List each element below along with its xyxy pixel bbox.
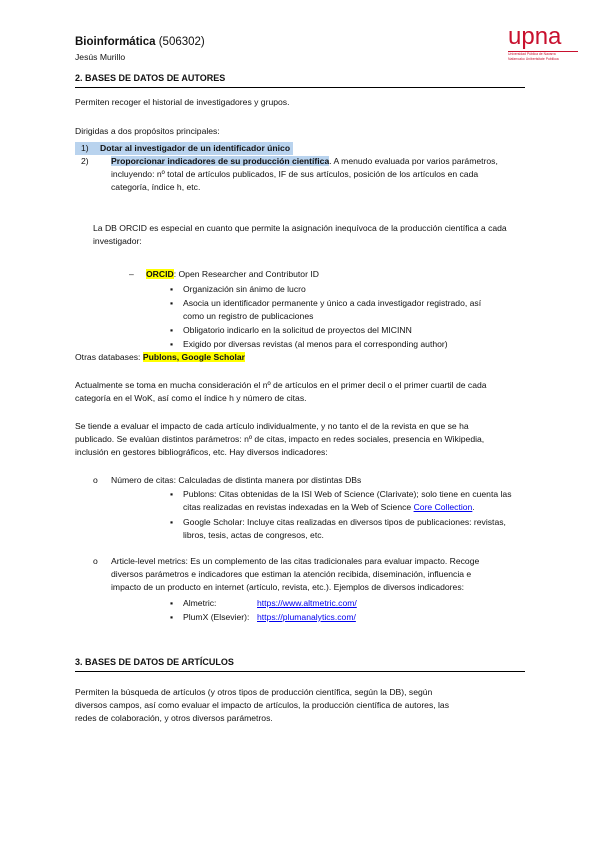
purpose-item-2 [111, 155, 525, 194]
purpose-2-text-2: incluyendo: nº total de artículos publicados, IF de sus artículos, posición de los artículos en cada [111, 169, 479, 179]
bullet-icon: ▪ [170, 284, 174, 294]
orcid-bullet-3: Obligatorio indicarlo en la solicitud de proyectos del MICINN [183, 325, 412, 335]
scholar-line-2: libros, tesis, actas de congresos, etc. [183, 530, 324, 540]
course-title [75, 36, 205, 48]
scholar-item [183, 516, 525, 542]
purposes-lead: Dirigidas a dos propósitos principales: [75, 126, 220, 136]
actualmente-line-1: Actualmente se toma en mucha consideración el nº de artículos en el primer decil o el primer cuartil de cada [75, 380, 487, 390]
citas-definition: Calculadas de distinta manera por distintas DBs [175, 475, 362, 485]
purpose-2-highlight: Proporcionar indicadores de su producción científica [111, 156, 330, 166]
orcid-label: ORCID [146, 269, 174, 279]
purpose-2-number: 2) [81, 156, 89, 166]
other-db-value: Publons, Google Scholar [142, 352, 246, 362]
section-3-title: 3. BASES DE DATOS DE ARTÍCULOS [75, 657, 234, 667]
upna-logo [508, 24, 578, 62]
alm-line-1: Article-level metrics: Es un complemento de las citas tradicionales para evaluar impacto. Recoge [111, 556, 480, 566]
logo-subtitle-1: Universidad Pública de Navarra [508, 52, 556, 56]
course-name: Bioinformática [75, 36, 156, 48]
alm-line-3: impacto de un producto en internet (artículo, revista, etc.). Ejemplos de diversos indicadores: [111, 582, 464, 592]
orcid-bullet-2-cont: como un registro de publicaciones [183, 311, 314, 321]
plumx-link[interactable]: https://plumanalytics.com/ [257, 612, 356, 622]
orcid-bullet-2: Asocia un identificador permanente y único a cada investigador registrado, así [183, 298, 482, 308]
scholar-line-1: Google Scholar: Incluye citas realizadas en diversos tipos de publicaciones: revistas, [183, 517, 506, 527]
publons-line-2: citas realizadas en revistas indexadas en la Web of Science [183, 502, 414, 512]
impacto-line-2: publicado. Se evalúan distintos parámetros: nº de citas, impacto en redes sociales, presencia en Wikipedia, [75, 434, 485, 444]
sec3-line-3: redes de colaboración, y otros diversos parámetros. [75, 713, 273, 723]
bullet-icon: ▪ [170, 598, 174, 608]
impacto-line-1: Se tiende a evaluar el impacto de cada artículo individualmente, y no tanto el de la revista en que se ha [75, 421, 469, 431]
orcid-bullet-4: Exigido por diversas revistas (al menos para el corresponding author) [183, 339, 448, 349]
section-2-rule [75, 87, 525, 88]
section-2-title: 2. BASES DE DATOS DE AUTORES [75, 73, 226, 83]
bullet-icon: ▪ [170, 325, 174, 335]
publons-end: . [472, 502, 475, 512]
purpose-item-1 [75, 142, 525, 155]
impacto-line-3: inclusión en gestores bibliográficos, etc. Hay diversos indicadores: [75, 447, 328, 457]
author-name: Jesús Murillo [75, 52, 126, 62]
orcid-paragraph-line-1: La DB ORCID es especial en cuanto que permite la asignación inequívoca de la producción científica a cada [93, 223, 507, 233]
orcid-bullet-1: Organización sin ánimo de lucro [183, 284, 306, 294]
purpose-1-highlight [75, 142, 293, 155]
bullet-icon: ▪ [170, 517, 174, 527]
sec2-intro: Permiten recoger el historial de investigadores y grupos. [75, 97, 290, 107]
publons-item [183, 488, 525, 514]
actualmente-line-2: categoría en el WoK, así como el índice h y número de citas. [75, 393, 307, 403]
purpose-2-text-1: . A menudo evaluada por varios parámetros, [329, 156, 498, 166]
orcid-heading [146, 268, 319, 281]
bullet-icon: ▪ [170, 298, 174, 308]
altmetric-link[interactable]: https://www.altmetric.com/ [257, 598, 357, 608]
sec3-line-2: diversos campos, así como evaluar el impacto de artículos, la producción científica de autores, las [75, 700, 450, 710]
purpose-2-text-3: categoría, índice h, etc. [111, 182, 201, 192]
orcid-paragraph [93, 222, 525, 248]
alm-bullet: o [93, 556, 98, 566]
orcid-dash: – [129, 269, 134, 279]
bullet-icon: ▪ [170, 489, 174, 499]
paragraph-actualmente [75, 379, 525, 405]
other-databases [75, 351, 245, 364]
other-db-label: Otras databases: [75, 352, 141, 362]
logo-wordmark: upna [508, 23, 562, 50]
sec3-paragraph [75, 686, 525, 725]
course-code: (506302) [158, 36, 205, 48]
orcid-definition: : Open Researcher and Contributor ID [173, 269, 319, 279]
core-collection-link[interactable]: Core Collection [413, 502, 473, 512]
citas-label: Número de citas: [111, 475, 176, 485]
paragraph-impacto [75, 420, 525, 459]
purpose-1-text: Dotar al investigador de un identificador único [100, 143, 291, 153]
bullet-icon: ▪ [170, 612, 174, 622]
logo-subtitle-2: Nafarroako Unibertsitate Publikoa [508, 57, 559, 61]
purpose-1-number: 1) [81, 143, 89, 153]
orcid-paragraph-line-2: investigador: [93, 236, 142, 246]
plumx-label: PlumX (Elsevier): [183, 612, 250, 622]
bullet-icon: ▪ [170, 339, 174, 349]
citas-heading [111, 474, 361, 487]
section-3-rule [75, 671, 525, 672]
altmetric-label: Almetric: [183, 598, 217, 608]
alm-line-2: diversos parámetros e indicadores que estiman la atención recibida, diseminación, influencia e [111, 569, 472, 579]
sec3-line-1: Permiten la búsqueda de artículos (y otros tipos de producción científica, según la DB), según [75, 687, 433, 697]
publons-line-1: Publons: Citas obtenidas de la ISI Web of Science (Clarivate); solo tiene en cuenta las [183, 489, 512, 499]
alm-item [111, 555, 525, 594]
citas-bullet: o [93, 475, 98, 485]
